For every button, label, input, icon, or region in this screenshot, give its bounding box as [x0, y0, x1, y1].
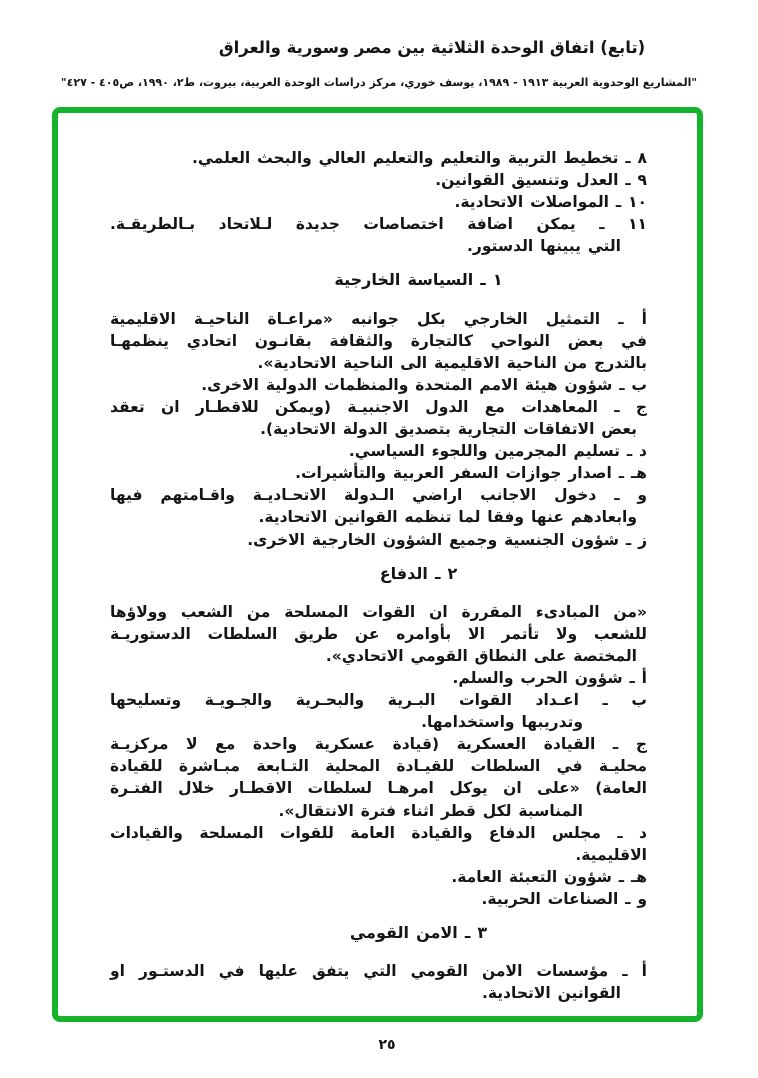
page-header-title: (تابع) اتفاق الوحدة الثلاثية بين مصر وسورية والعراق: [218, 38, 646, 57]
page-header-source-citation: "المشاريع الوحدوية العربية ١٩١٣ - ١٩٨٩، يوسف خوري، مركز دراسات الوحدة العربية، بيروت، ط٢، ١٩٩٠، ص٤٠٥ - ٤٢٧": [60, 76, 698, 89]
document-line: بعض الاتفاقات التجارية بتصديق الدولة الاتحادية).: [260, 420, 637, 439]
document-line: ١٠ ـ المواصلات الاتحادية.: [454, 193, 647, 212]
document-line: ٩ ـ العدل وتنسيق القوانين.: [435, 171, 647, 190]
document-line: هـ ـ اصدار جوازات السفر العربية والتأشيرات.: [295, 464, 647, 483]
document-line: في بعض النواحي كالتجارة والثقافة بقانـون اتحادي ينظمهـا: [110, 331, 647, 350]
document-line: و ـ دخول الاجانب اراضي الـدولة الاتحـاديـة واقـامتهم فيها: [110, 486, 647, 505]
document-line: ب ـ شؤون هيئة الامم المتحدة والمنظمات الدولية الاخرى.: [201, 375, 647, 394]
document-line: د ـ تسليم المجرمين واللجوء السياسي.: [348, 442, 647, 461]
document-line: ب ـ اعـداد القوات البـرية والبحـرية والجـويـة وتسليحها: [110, 691, 647, 710]
document-line: العامة) «على ان يوكل امرهـا لسلطات الاقطـار خلال الفتـرة: [110, 779, 647, 798]
document-line: المختصة على النطاق القومي الاتحادي».: [325, 646, 637, 665]
section-heading-foreign-policy: ١ ـ السياسة الخارجية: [334, 270, 503, 290]
document-line: ج ـ القيادة العسكرية (قيادة عسكرية واحدة مع لا مركزيـة: [110, 735, 647, 754]
document-line: ج ـ المعاهدات مع الدول الاجنبيـة (ويمكن للاقطـار ان تعقد: [110, 397, 647, 416]
document-line: للشعب ولا تأتمر الا بأوامره عن طريق السلطات الدستوريـة: [110, 624, 647, 643]
document-line: بالتدرج من الناحية الاقليمية الى الناحية الاتحادية».: [257, 353, 647, 372]
document-line: أ ـ التمثيل الخارجي بكل جوانبه «مراعـاة الناحيـة الاقليمية: [110, 309, 647, 328]
document-line: وابعادهم عنها وفقا لما تنظمه القوانين الاتحادية.: [258, 508, 637, 527]
document-line: ٨ ـ تخطيط التربية والتعليم والتعليم العالي والبحث العلمي.: [192, 149, 647, 167]
document-line: «من المبادىء المقررة ان القوات المسلحة من الشعب وولاؤها: [110, 602, 647, 621]
section-heading-defense: ٢ ـ الدفاع: [379, 563, 458, 583]
page-number: ٢٥: [378, 1037, 396, 1053]
document-line: و ـ الصناعات الحربية.: [481, 889, 647, 908]
document-body: [58, 113, 697, 1016]
section-heading-national-security: ٣ ـ الامن القومي: [349, 923, 488, 942]
document-line: أ ـ مؤسسات الامن القومي التي يتفق عليها في الدستـور او: [110, 962, 647, 981]
document-line: محليـة في السلطات للقيـادة المحلية التـابعة مبـاشرة للقيادة: [110, 757, 647, 776]
document-line: هـ ـ شؤون التعبئة العامة.: [451, 867, 647, 886]
document-line: وتدريبها واستخدامها.: [421, 713, 583, 732]
document-line: ز ـ شؤون الجنسية وجميع الشؤون الخارجية الاخرى.: [247, 530, 647, 549]
document-line: التي يبينها الدستور.: [467, 237, 621, 256]
document-line: الاقليمية.: [575, 845, 647, 864]
document-line: ١١ ـ يمكن اضافة اختصاصات جديدة لـلاتحاد بـالطريقـة.: [110, 215, 647, 234]
document-line: أ ـ شؤون الحرب والسلم.: [452, 668, 647, 687]
document-line: المناسبة لكل قطر اثناء فترة الانتقال».: [278, 801, 583, 820]
document-green-frame: [52, 107, 703, 1022]
document-line: د ـ مجلس الدفاع والقيادة العامة للقوات المسلحة والقيادات: [110, 823, 647, 842]
document-line: القوانين الاتحادية.: [481, 984, 621, 1003]
